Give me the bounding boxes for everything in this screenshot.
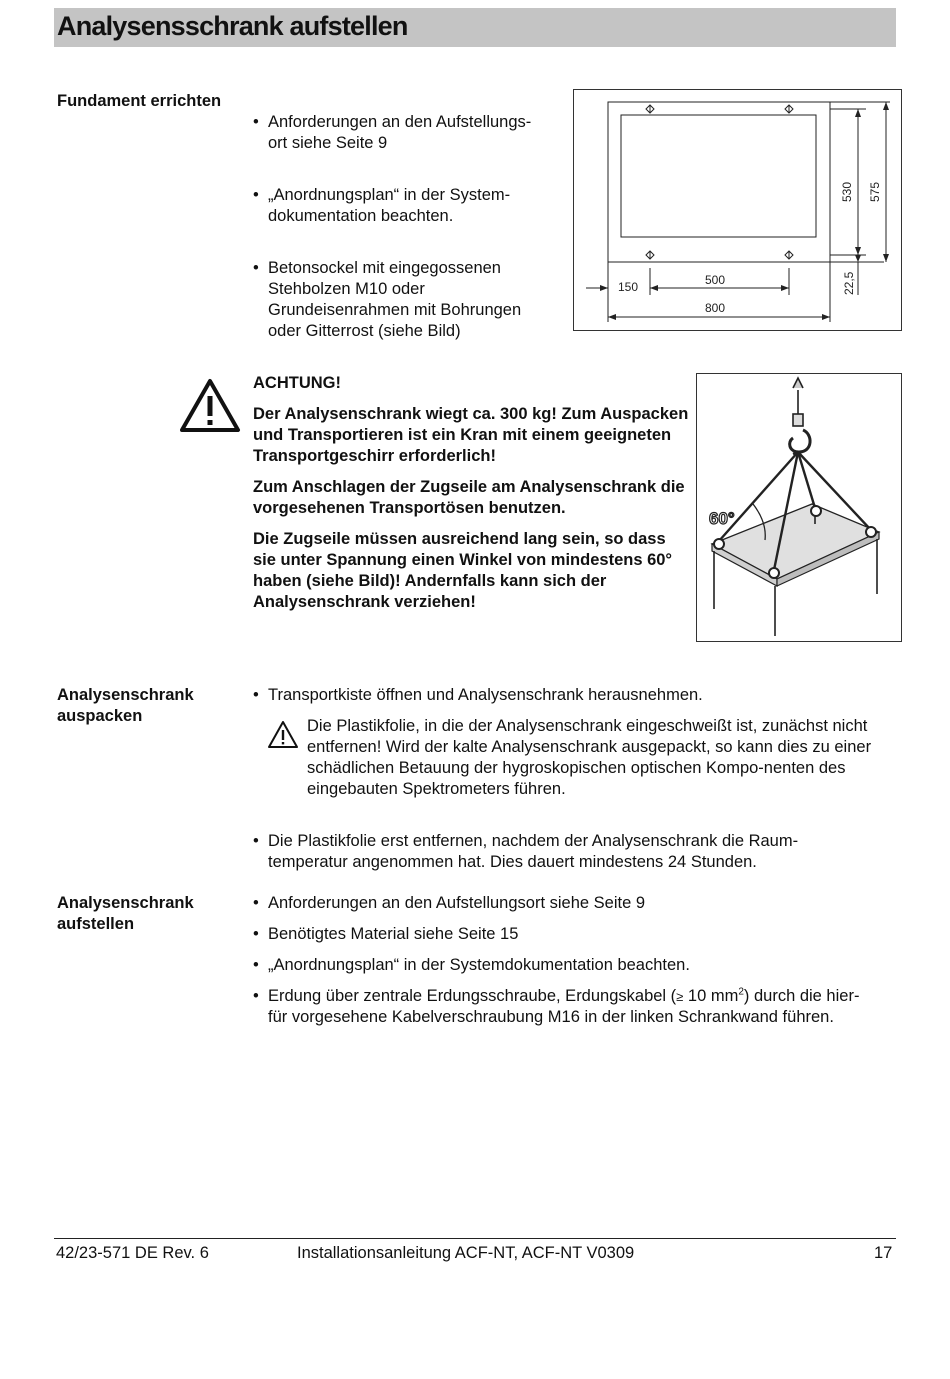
footer-doc-number: 42/23-571 DE Rev. 6 (56, 1244, 209, 1262)
bullet-dot: • (253, 686, 259, 704)
auspacken-bullet-list-1 (253, 685, 893, 716)
foundation-diagram (574, 90, 901, 330)
dim-575: 575 (868, 181, 882, 202)
bullet-dot: • (253, 987, 259, 1005)
section-label-aufstellen: Analysenschrank aufstellen (57, 894, 194, 933)
bullet-dot: • (253, 894, 259, 912)
foundation-outer-frame (608, 102, 830, 262)
warning-paragraph-1: Der Analysenschrank wiegt ca. 300 kg! Zum Auspacken und Transportieren ist ein Kran mit einem geeigneten Transportgeschirr erforderlich! (253, 405, 689, 465)
list-item (253, 685, 893, 706)
section-label-auspacken: Analysenschrank auspacken (57, 686, 194, 725)
fundament-bullet-2: „Anordnungsplan“ in der System- dokumentation beachten. (268, 186, 511, 225)
bullet-dot: • (253, 925, 259, 943)
bullet-dot: • (253, 113, 259, 131)
list-item (253, 986, 893, 1028)
aufstellen-bullet-3: „Anordnungsplan“ in der Systemdokumentation beachten. (268, 956, 690, 974)
superscript-2: 2 (738, 986, 744, 998)
crane-hook-icon (790, 430, 810, 452)
fundament-bullet-3: Betonsockel mit eingegossenen Stehbolzen M10 oder Grundeisenrahmen mit Bohrungen oder Gitterrost (siehe Bild) (268, 259, 522, 340)
bullet-dot: • (253, 832, 259, 850)
dim-22-5: 22,5 (842, 271, 856, 295)
dim-150: 150 (618, 280, 639, 294)
warning-paragraph-2: Zum Anschlagen der Zugseile am Analysenschrank die vorgesehenen Transportösen benutzen. (253, 478, 685, 517)
dim-500: 500 (705, 273, 726, 287)
ge-symbol: ≥ (676, 989, 684, 1004)
list-item (253, 185, 553, 227)
dim-530: 530 (840, 181, 854, 202)
auspacken-bullet-1: Transportkiste öffnen und Analysenschrank herausnehmen. (268, 686, 703, 704)
bolt-markers (646, 105, 793, 259)
caution-triangle-icon (267, 720, 299, 749)
warning-text (253, 373, 693, 623)
list-item (253, 831, 893, 873)
aufstellen-bullet-4-part3: ) durch die hier- für vorgesehene Kabelverschraubung M16 in der linken Schrankwand führen. (268, 987, 860, 1026)
warning-heading: ACHTUNG! (253, 374, 341, 392)
warning-paragraph-3: Die Zugseile müssen ausreichend lang sein, so dass sie unter Spannung einen Winkel von mindestens 60° haben (siehe Bild)! Andernfalls kann sich der Analysenschrank verziehen! (253, 530, 673, 611)
foundation-diagram-frame (573, 89, 902, 331)
fundament-bullet-list (253, 91, 553, 373)
warning-triangle-icon (179, 378, 241, 434)
auspacken-bullet-2: Die Plastikfolie erst entfernen, nachdem der Analysenschrank die Raum- temperatur angenommen hat. Dies dauert mindestens 24 Stunden. (268, 832, 799, 871)
bullet-dot: • (253, 259, 259, 277)
list-item (253, 258, 553, 342)
aufstellen-bullet-1: Anforderungen an den Aufstellungsort siehe Seite 9 (268, 894, 646, 912)
footer-rule (54, 1238, 896, 1239)
bullet-dot: • (253, 186, 259, 204)
crane-illustration (697, 374, 901, 641)
list-item (253, 955, 893, 976)
dim-800: 800 (705, 301, 726, 315)
crane-illustration-frame (696, 373, 902, 642)
fundament-bullet-1: Anforderungen an den Aufstellungs- ort siehe Seite 9 (268, 113, 532, 152)
section-label-fundament: Fundament errichten (57, 92, 222, 110)
list-item (253, 924, 893, 945)
aufstellen-bullet-list (253, 893, 893, 1038)
page-title: Analysensschrank aufstellen (57, 11, 408, 41)
footer-doc-title: Installationsanleitung ACF-NT, ACF-NT V0309 (297, 1244, 635, 1262)
aufstellen-bullet-2: Benötigtes Material siehe Seite 15 (268, 925, 519, 943)
aufstellen-bullet-4-part1: Erdung über zentrale Erdungsschraube, Erdungskabel ( (268, 987, 677, 1005)
list-item (253, 893, 893, 914)
list-item (253, 112, 553, 154)
caution-note: Die Plastikfolie, in die der Analysenschrank eingeschweißt ist, zunächst nicht entfernen! Wird der kalte Analysenschrank ausgepackt, so kann dies zu einer schädlichen Betauung der hygroskopischen optischen Kompo-nenten des eingebauten Spektrometers führen. (307, 717, 872, 798)
angle-label: 60° (709, 509, 735, 528)
aufstellen-bullet-4-part2: 10 mm (683, 987, 739, 1005)
footer-page-number: 17 (874, 1244, 893, 1262)
foundation-inner-panel (621, 115, 816, 237)
auspacken-bullet-list-2 (253, 810, 893, 904)
bullet-dot: • (253, 956, 259, 974)
title-bar (54, 8, 896, 47)
